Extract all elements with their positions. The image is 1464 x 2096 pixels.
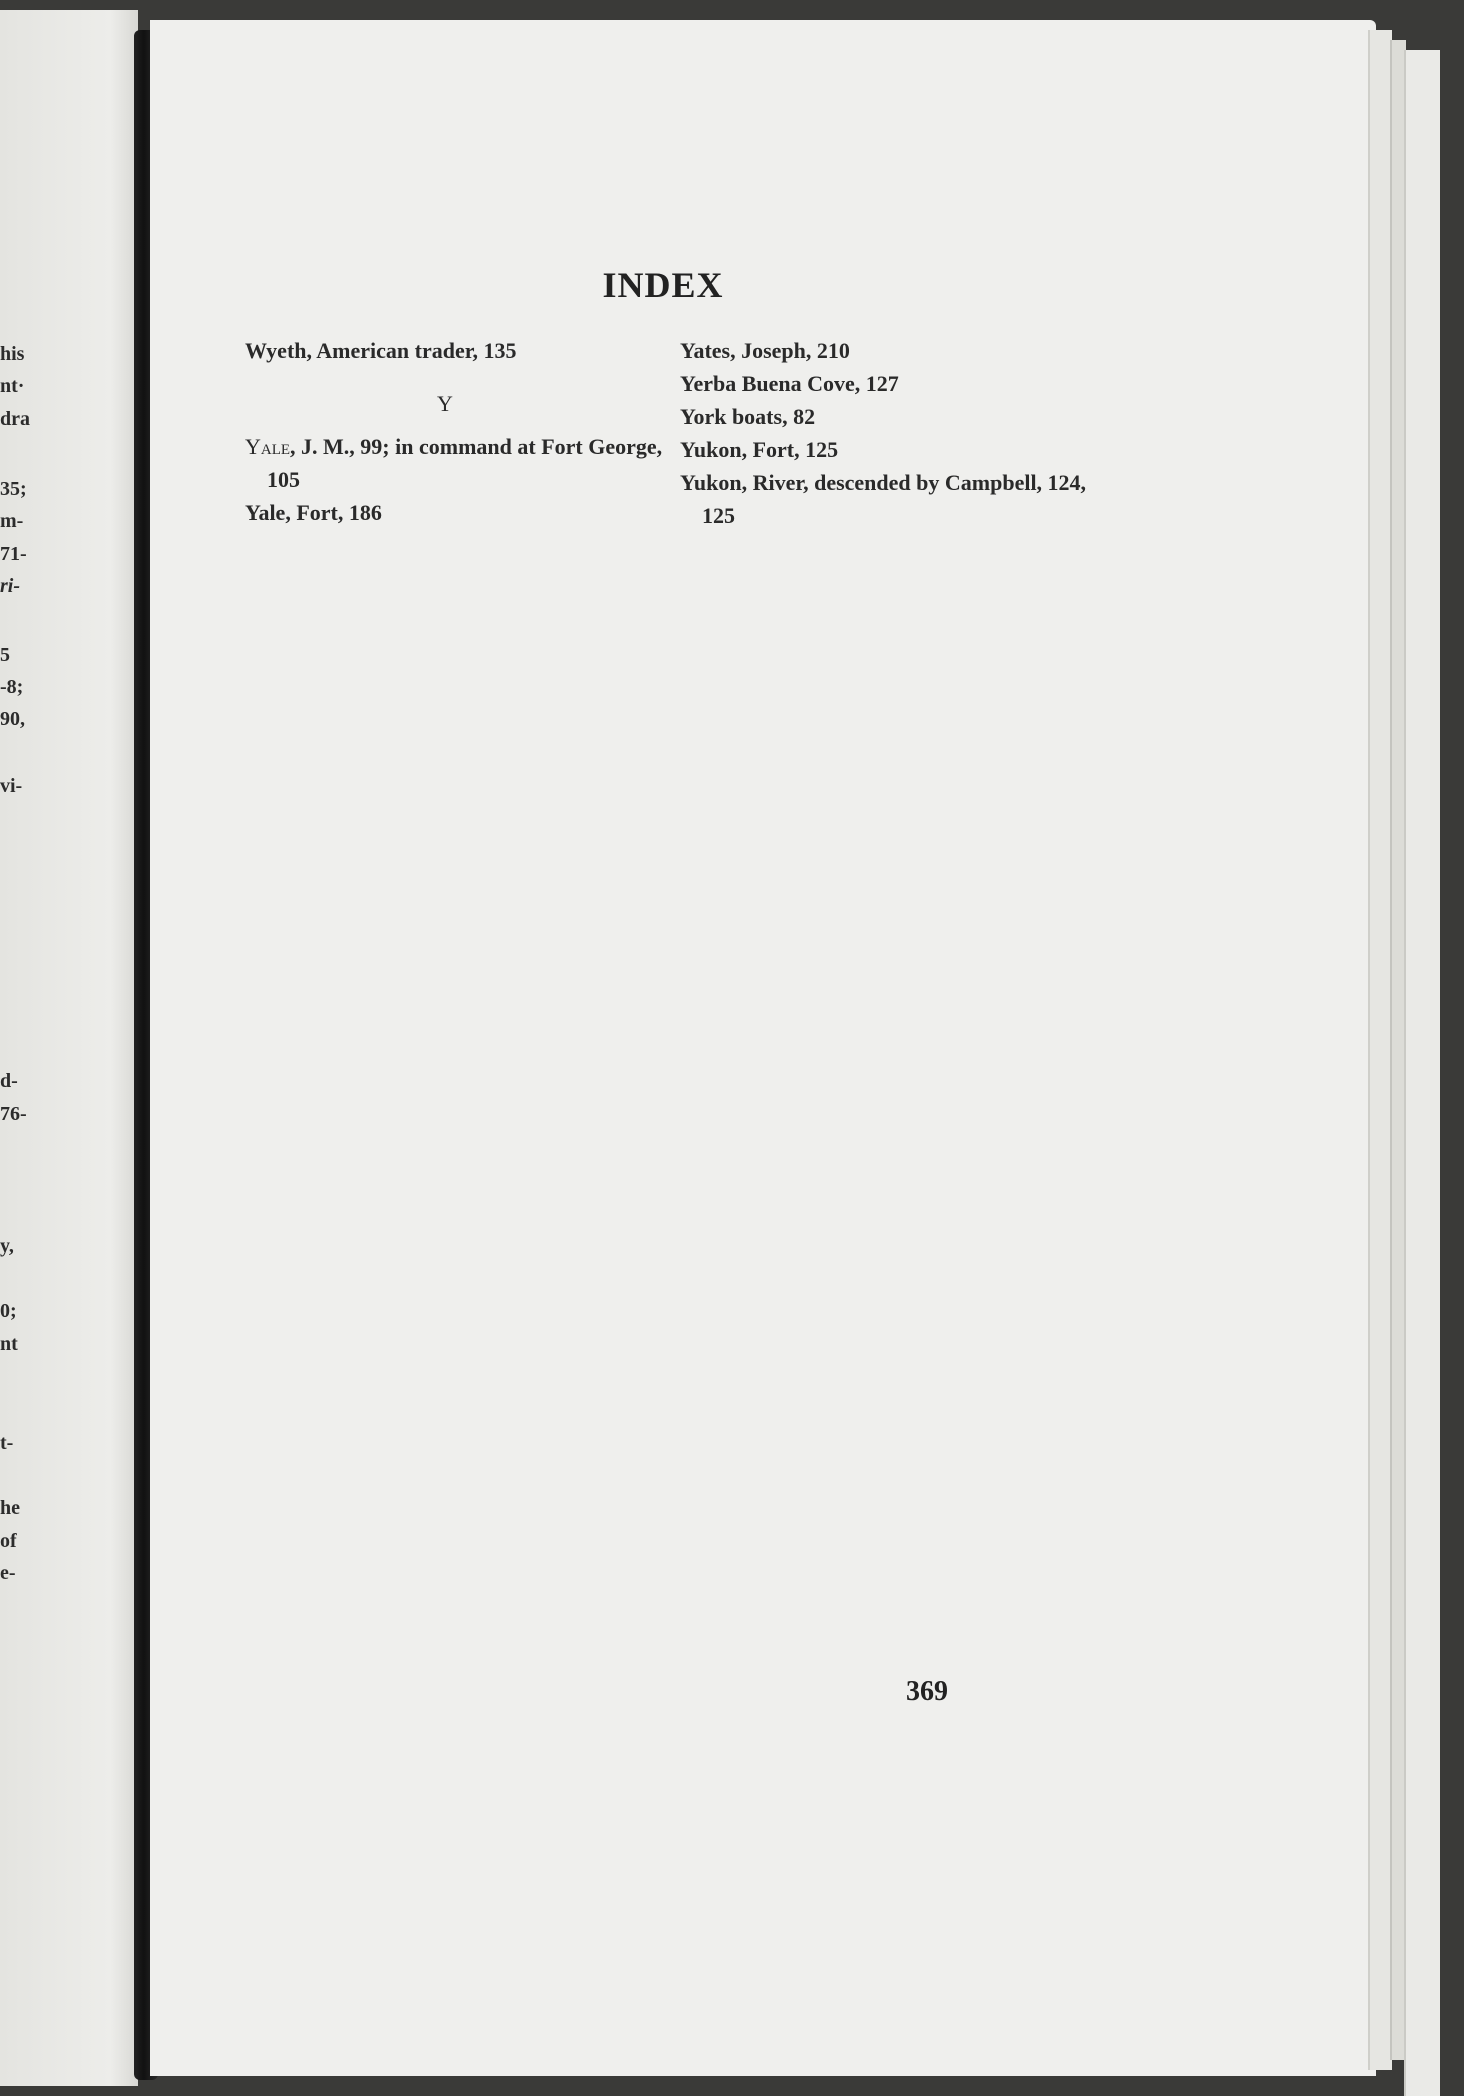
index-entry-head: Yale	[245, 434, 291, 459]
facing-page-fragment: vi-	[0, 775, 23, 797]
facing-page-fragment: m-	[0, 510, 24, 532]
page-edge	[1368, 30, 1392, 2070]
index-entry: Yerba Buena Cove, 127	[680, 371, 899, 396]
facing-page-fragment: -8;	[0, 676, 24, 698]
facing-page-fragment: nt	[0, 1333, 18, 1355]
index-entry: Wyeth, American trader, 135	[245, 338, 517, 363]
facing-page-fragment: dra	[0, 408, 30, 430]
index-column-right	[680, 334, 1100, 532]
index-entry-text: , J. M., 99; in command at Fort George, 105	[267, 434, 663, 492]
index-entry: Yale, Fort, 186	[245, 500, 382, 525]
facing-page-fragment: 35;	[0, 478, 27, 500]
page-number: 369	[906, 1676, 948, 1707]
scan-border	[1440, 0, 1464, 2096]
facing-page-fragment: of	[0, 1530, 17, 1552]
facing-page	[0, 10, 138, 2086]
index-entry: Yukon, Fort, 125	[680, 437, 839, 462]
index-entry: York boats, 82	[680, 404, 816, 429]
facing-page-fragment: y,	[0, 1235, 14, 1257]
facing-page-fragment: 5	[0, 644, 10, 666]
index-entry: Yukon, River, descended by Campbell, 124, 125	[680, 470, 1087, 528]
facing-page-fragment: e-	[0, 1562, 16, 1584]
facing-page-fragment: his	[0, 343, 25, 365]
letter-heading: Y	[437, 391, 453, 416]
facing-page-fragment: d-	[0, 1070, 18, 1092]
index-entry: Yates, Joseph, 210	[680, 338, 850, 363]
facing-page-fragment: 0;	[0, 1300, 17, 1322]
book-page	[150, 20, 1376, 2076]
facing-page-fragment: 90,	[0, 708, 25, 730]
facing-page-fragment: ri-	[0, 575, 20, 597]
facing-page-fragment: 71-	[0, 543, 27, 565]
facing-page-fragment: t-	[0, 1432, 14, 1454]
facing-page-fragment: 76-	[0, 1103, 27, 1125]
facing-page-fragment: nt·	[0, 375, 25, 397]
index-entry	[245, 430, 665, 496]
page-title: INDEX	[602, 265, 724, 305]
index-column-left	[245, 334, 665, 529]
facing-page-fragment: he	[0, 1497, 20, 1519]
